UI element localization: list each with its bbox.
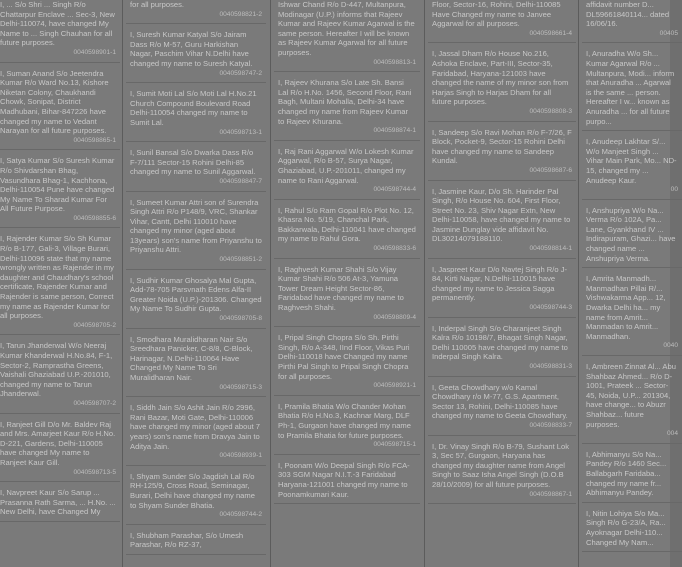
classified-ad — [0, 341, 120, 413]
classified-ad — [582, 274, 682, 356]
ad-text: I, Siddh Jain S/o Ashit Jain R/o 2996, Rani Bazar, Moti Gate, Delhi-110006 have changed my minor (aged about 7 years) son's name from Dravya Jain to Aditya Jain. — [130, 403, 261, 451]
classified-ad — [126, 403, 266, 466]
ad-text: I, Suresh Kumar Katyal S/o Jairam Dass R/o M-57, Guru Harkishan Nagar, Paschim Vihar N.Delhi have changed my name to Suresh Katyal. — [130, 30, 253, 68]
ad-text: affidavit number D... DL59661840114... dated 16/06/16. — [586, 0, 670, 29]
ad-reference-code: 0040598715-3 — [219, 383, 262, 391]
ad-reference-code: 0040598833-7 — [529, 421, 572, 429]
classified-column-1 — [0, 0, 120, 567]
ad-reference-code: 0040598874-1 — [373, 127, 416, 135]
classified-ad — [274, 78, 420, 141]
ad-reference-code: 00405 — [659, 29, 678, 37]
ad-text: I, Rahul S/o Ram Gopal R/o Plot No. 12, Khasra No. 5/19, Chanchal Park, Bakkarwala, Delhi-110041 have changed my name to Rahul Gora. — [278, 205, 416, 244]
classified-ad — [0, 69, 120, 151]
ad-text: I, Sumit Moti Lal S/o Moti Lal H.No.21 Church Compound Boulevard Road Delhi-110054 changed my name to Sumit Lal. — [130, 89, 257, 127]
classified-ad — [582, 450, 682, 503]
ad-text: Floor, Sector-16, Rohini, Delhi-110085 Have Changed my name to Janvee Aggarwal for all purposes. — [432, 0, 561, 29]
ad-reference-code: 0040598809-4 — [373, 313, 416, 321]
ad-text: I, Sudhir Kumar Ghosalya Mal Gupta, Add-78-705 Parsvnath Edens Alfa-II Greater Noida (U.P.)-201306. Changed My Name To Sudhir Gupta. — [130, 275, 262, 314]
ad-reference-code: 0040598814-1 — [529, 245, 572, 253]
classified-ad — [428, 383, 576, 436]
classified-ad — [126, 335, 266, 398]
classified-ad — [126, 531, 266, 555]
ad-text: I, Ranjeet Gill D/o Mr. Baldev Raj and Mrs. Amarjeet Kaur R/o H.No. D-221, Gardens, Delhi-110005 have changed My name to Ranjeet Kaur Gill. — [0, 419, 116, 467]
classified-ad — [274, 0, 420, 72]
classified-ad — [0, 420, 120, 483]
classified-ad — [582, 137, 682, 200]
ad-reference-code: 0040598939-1 — [219, 452, 262, 460]
classified-ad — [428, 0, 576, 43]
ad-text: I, Rajender Kumar S/o Sh Kumar R/o B-177, Gali-3, Village Burari, Delhi-110096 state that my name wrongly written as Rajender in my daughter and Chaudhary's school certificate, Rajender Kumar and Rajender is same person, Correct my name as Rajender Kumar for all purposes. — [0, 234, 114, 321]
ad-text: I, Sandeep S/o Ravi Mohan R/o F-7/26, F Block, Pocket-9, Sector-15 Rohini Delhi have changed my name to Sandeep Kundal. — [432, 127, 572, 166]
ad-reference-code: 0040598744-4 — [373, 186, 416, 194]
classified-ad — [274, 206, 420, 259]
ad-reference-code: 0040598744-3 — [529, 304, 572, 312]
ad-reference-code: 0040598744-2 — [219, 511, 262, 519]
ad-text: I, Suman Anand S/o Jeetendra Kumar R/o Ward No.13, Kishore Niketan Colony, Chaukhandi Chowk, Sonipat, District Madhubani, Bihar-847226 have changed my name to Vedant Narayan for all future purposes. — [0, 68, 109, 136]
classified-ad — [274, 402, 420, 455]
classified-ad — [126, 89, 266, 142]
ad-text: I, Sumeet Kumar Attri son of Surendra Singh Attri R/o P148/9, VRC, Shankar Vihar, Cantt, Delhi 110010 have changed my minor (aged about 13years) son's name from Priyanshu to Priyanshu Attri. — [130, 197, 262, 255]
ad-text: I, Anudeep Lakhtar S/... W/o Manjeet Singh ... Vihar Main Park, Mo... ND-15, changed my ... Anudeep Kaur. — [586, 137, 677, 185]
ad-text: I, Raghvesh Kumar Shahi S/o Vijay Kumar Shahi R/o 506 At-3, Yamuna Tower Dream Height Sector-86, Faridabad have changed my name to Raghvesh Shahi. — [278, 264, 404, 313]
classified-ad — [428, 187, 576, 259]
ad-reference-code: 0040598831-3 — [529, 363, 572, 370]
ad-text: Ishwar Chand R/o D-447, Multanpura, Modinagar (U.P.) informs that Rajeev Kumar and Rajeev Kumar Agarwal is the same person. Hereafter I will be known as Rajeev Kumar Agarwal for all future purposes. — [278, 0, 415, 57]
ad-reference-code: 0040598713-1 — [219, 128, 262, 136]
classified-ad — [428, 49, 576, 121]
ad-text: I, ... S/o Shri ... Singh R/o Chattarpur Enclave ... Sec-3, New Delhi-110074, have changed My Name to ... Singh Chauhan for all future purposes. — [0, 0, 115, 48]
column-divider — [424, 0, 425, 567]
ad-reference-code: 004 — [666, 430, 678, 438]
ad-text: I, Anuradha W/o Sh... Kumar Agarwal R/o ... Multanpura, Modi... inform that Anuradha ... Agarwal is the same ... person. Hereafter I w... known as Anuradha ... for all future purpo... — [586, 49, 675, 126]
ad-reference-code: 0040598865-1 — [73, 136, 116, 144]
classified-ad — [126, 276, 266, 329]
ad-reference-code: 0040598821-2 — [219, 10, 262, 18]
ad-text: I, Anshupriya W/o Na... Verma R/o 102A, Pa... Lane, Gyankhand IV ... Indirapuram, Ghazi... have changed name ... Anshupriya Verma. — [586, 205, 676, 263]
ad-reference-code: 0040598705-8 — [219, 315, 262, 323]
classified-ad — [0, 156, 120, 228]
ad-text: I, Poonam W/o Deepal Singh R/o FCA-303 SGM Nagar N.I.T.-3 Faridabad Haryana-121001 changed my name to Poonamkumari Kaur. — [278, 460, 410, 499]
classified-ad — [582, 362, 682, 444]
ad-reference-code: 0040598661-4 — [529, 29, 572, 37]
classified-ad — [126, 148, 266, 191]
classified-ad — [0, 234, 120, 335]
column-divider — [270, 0, 271, 567]
classified-ad — [126, 0, 266, 24]
column-divider — [578, 0, 579, 567]
ad-text: I, Shyam Sunder S/o Jagdish Lal R/o RH-125/9, Cross Road, Seminagar, Burari, Delhi have changed my name to Shyam Sunder Bhatia. — [130, 471, 255, 510]
classified-ad — [0, 0, 120, 63]
ad-text: I, Rajeev Khurana S/o Late Sh. Bansi Lal R/o H.No. 1456, Second Floor, Rani Bagh, Multani Mohalla, Delhi-34 have changed my name from Rajeev Kumar to Rajeev Khurana. — [278, 78, 412, 126]
ad-reference-code: 0040598901-1 — [73, 48, 116, 56]
classified-ad — [428, 324, 576, 377]
ad-text: I, Sunil Bansal S/o Dwarka Dass R/o F-7/111 Sector-15 Rohini Delhi-85 changed my name to Sunil Aggarwal. — [130, 148, 256, 177]
ad-reference-code: 0040 — [663, 342, 678, 350]
ad-text: I, Raj Rani Aggarwal W/o Lokesh Kumar Aggarwal, R/o B-57, Surya Nagar, Ghaziabad, U.P.-201011, changed my name to Rani Aggarwal. — [278, 146, 414, 185]
ad-reference-code: 0040598715-1 — [373, 441, 416, 449]
ad-text: I, Geeta Chowdhary w/o Kamal Chowdhary r/o M-77, G.S. Apartment, Sector 13, Rohini, Delhi-110085 have changed my name to Geeta Chowdhary. — [432, 382, 568, 421]
classified-ad — [428, 442, 576, 505]
ad-reference-code: 0040598855-6 — [73, 214, 116, 222]
ad-text: I, Smodhara Muralidharan Nair S/o Sreedhara Panicker, C-8/8, C-Block, Harinagar, N.Delhi-110064 Have Changed My Name To Sri Muralidharan Nair. — [130, 334, 253, 382]
classified-ad — [582, 0, 682, 43]
ad-text: I, Jassal Dham R/o House No.216, Ashoka Enclave, Part-III, Sector-35, Faridabad, Haryana-121003 have changed the name of my minor son from Harjas Singh to Harjas Dham for all future purposes. — [432, 49, 569, 107]
ad-text: I, Pramila Bhatia W/o Chander Mohan Bhatia R/o H.No.3, Kachnar Marg, DLF Ph-1, Gurgaon have changed my name to Pramila Bhatia for future purposes. — [278, 401, 411, 440]
classified-ad — [428, 265, 576, 318]
ad-reference-code: 0040598808-3 — [529, 107, 572, 115]
ad-text: I, Abhimanyu S/o Na... Pandey R/o 1460 Sec... Ballabgarh Faridaba... changed my name fr... Abhimanyu Pandey. — [586, 449, 667, 498]
classified-ad — [126, 472, 266, 525]
ad-reference-code: 0040598707-2 — [73, 399, 116, 407]
ad-text: I, Tarun Jhanderwal W/o Neeraj Kumar Khanderwal H.No.84, F-1, Sector-2, Ramprastha Greens, Vaishali Ghaziabad U.P.-201010, changed my name to Tarun Jhanderwal. — [0, 341, 113, 399]
classified-column-2 — [126, 0, 266, 567]
classified-ad — [126, 30, 266, 83]
ad-text: for all purposes. — [130, 0, 185, 9]
ad-text: I, Jaspreet Kaur D/o Navtej Singh R/o J-84, Kirti Nagar, N.Delhi-110015 have changed my name to Jessica Sagga permanently. — [432, 264, 568, 303]
ad-text: I, Jasmine Kaur, D/o Sh. Harinder Pal Singh, R/o House No. 604, First Floor, Street No. 23, Shiv Nagar Extn, New Delhi-110058, have changed my name to Jasmine Dunglay vide affidavit No. DL30214079188110. — [432, 186, 571, 244]
ad-text: I, Inderpal Singh S/o Charanjeet Singh Kalra R/o 10198/7, Bhagat Singh Nagar, Delhi 110005 have changed my name to Inderpal Singh Kalra. — [432, 323, 568, 362]
ad-reference-code: 0040598833-6 — [373, 245, 416, 253]
ad-text: I, Navpreet Kaur S/o Sarup ... Prasanna Rath Sarma, ... H.No. ... New Delhi, have Changed My — [0, 488, 116, 517]
ad-reference-code: 0040598705-2 — [73, 321, 116, 329]
ad-text: I, Amrita Manmadh... Manmadhan Pillai R/... Vishwakarma App... 12, Dwarka Delhi ha... my name from Amrit... Manmadan to Amrit... Manmadhan. — [586, 274, 666, 341]
ad-text: I, Ambreen Zinnat Al... Abu Shahbaz Ahmed... R/o D-1001, Prateek ... Sector-45, Noida, U.P... 201304, have change... to Abuzr Shahbaz... future purposes. — [586, 362, 676, 429]
ad-reference-code: 0040598867-1 — [529, 490, 572, 498]
ad-reference-code: 0040598921-1 — [373, 382, 416, 390]
classified-ad — [428, 128, 576, 181]
classified-ad — [126, 198, 266, 270]
classified-ad — [582, 509, 682, 552]
classified-ad — [274, 333, 420, 396]
classified-ad — [274, 461, 420, 504]
ad-text: I, Shubham Parashar, S/o Umesh Parashar, R/o RZ-37, — [130, 530, 244, 550]
classified-column-3 — [274, 0, 420, 567]
ad-text: I, Dr. Vinay Singh R/o B-79, Sushant Lok 3, Sec 57, Gurgaon, Haryana has changed my daughter name from Angel Singh to Saaz Isha Angel Singh (D.O.B 28/10/2009) for all future purposes. — [432, 441, 570, 489]
classified-ad — [582, 206, 682, 269]
ad-text: I, Pripal Singh Chopra S/o Sh. Pirthi Singh, R/o A-348, IInd Floor, Vikas Puri Delhi-110018 have Changed my name Pirthi Pal Singh to Pripal Singh Chopra for all purposes. — [278, 333, 410, 381]
classified-column-5 — [582, 0, 682, 567]
ad-reference-code: 0040598687-6 — [529, 166, 572, 174]
classified-column-4 — [428, 0, 576, 567]
ad-reference-code: 00 — [670, 186, 678, 194]
column-divider — [122, 0, 123, 567]
ad-text: I, Satya Kumar S/o Suresh Kumar R/o Shivdarshan Bhag, Vasundhara Bhag-1, Kachhona, Delhi-110054 Pune have changed My Name To Sharad Kumar For All Future Purpose. — [0, 156, 115, 214]
classified-ad — [582, 49, 682, 131]
ad-reference-code: 0040598847-7 — [219, 177, 262, 185]
ad-reference-code: 0040598713-5 — [73, 468, 116, 476]
classified-ad — [0, 488, 120, 522]
ad-reference-code: 0040598813-1 — [373, 58, 416, 66]
ad-text: I, Nitin Lohiya S/o Ma... Singh R/o G-23/A, Ra... Ayoknagar Delhi-110... Changed My Nam... — [586, 508, 666, 547]
ad-reference-code: 0040598747-2 — [219, 69, 262, 77]
classified-ad — [274, 265, 420, 328]
classified-ad — [274, 147, 420, 200]
ad-reference-code: 0040598851-2 — [219, 256, 262, 264]
